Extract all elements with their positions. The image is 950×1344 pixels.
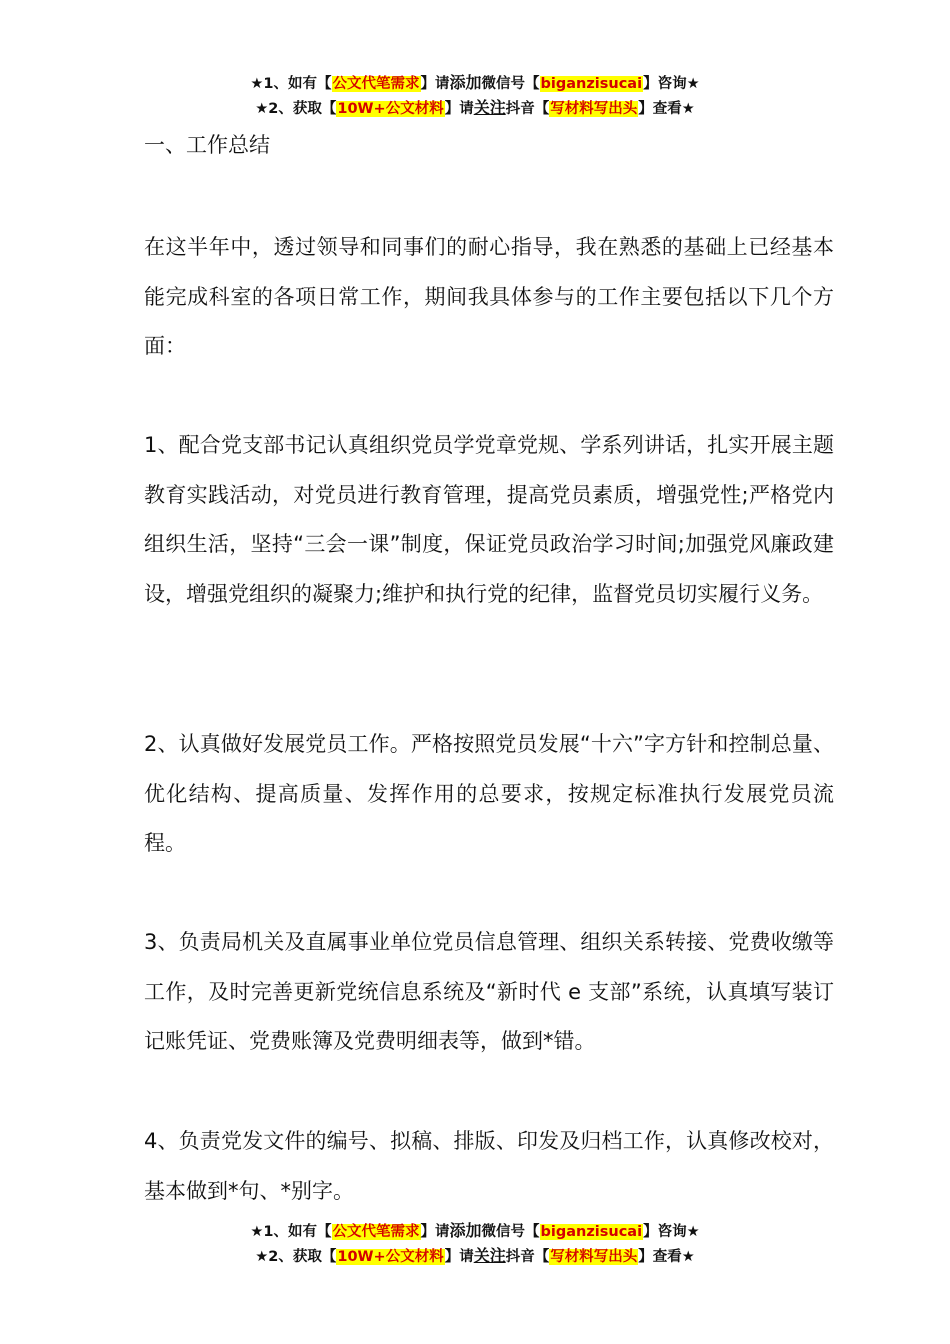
intro-paragraph: 在这半年中，透过领导和同事们的耐心指导，我在熟悉的基础上已经基本能完成科室的各项日常工作，期间我具体参与的工作主要包括以下几个方面： <box>144 235 834 359</box>
section-heading: 一、工作总结 <box>144 133 270 157</box>
highlight-douyin: 写材料写出头 <box>550 1249 638 1265</box>
highlight-wechat-id: biganzisucai <box>540 1224 643 1240</box>
list-item-4: 4、负责党发文件的编号、拟稿、排版、印发及归档工作，认真修改校对，基本做到*句、*别字。 <box>144 1129 834 1203</box>
star-icon: ★ <box>250 1224 264 1240</box>
highlight-service: 公文代笔需求 <box>332 76 420 92</box>
banner-line-1: ★1、如有【公文代笔需求】请添加微信号【biganzisucai】咨询★ <box>250 1221 700 1240</box>
star-icon: ★ <box>255 101 269 117</box>
banner-line-2: ★2、获取【10W+公文材料】请关注抖音【写材料写出头】查看★ <box>255 1246 695 1265</box>
highlight-materials: 10W+公文材料 <box>337 1249 444 1265</box>
highlight-materials: 10W+公文材料 <box>337 101 444 117</box>
top-banner <box>0 71 950 121</box>
list-item-3: 3、负责局机关及直属事业单位党员信息管理、组织关系转接、党费收缴等工作，及时完善更新党统信息系统及“新时代 e 支部”系统，认真填写装订记账凭证、党费账簿及党费明细表等，做到*错。 <box>144 930 834 1054</box>
banner-line-2: ★2、获取【10W+公文材料】请关注抖音【写材料写出头】查看★ <box>255 98 695 117</box>
highlight-douyin: 写材料写出头 <box>550 101 638 117</box>
star-icon: ★ <box>255 1249 269 1265</box>
list-item-2: 2、认真做好发展党员工作。严格按照党员发展“十六”字方针和控制总量、优化结构、提高质量、发挥作用的总要求，按规定标准执行发展党员流程。 <box>144 732 834 856</box>
list-item-1: 1、配合党支部书记认真组织党员学党章党规、学系列讲话，扎实开展主题教育实践活动，对党员进行教育管理，提高党员素质，增强党性;严格党内组织生活，坚持“三会一课”制度，保证党员政治学习时间;加强党风廉政建设，增强党组织的凝聚力;维护和执行党的纪律，监督党员切实履行义务。 <box>144 433 834 606</box>
banner-line-1: ★1、如有【公文代笔需求】请添加微信号【biganzisucai】咨询★ <box>250 73 700 92</box>
bottom-banner <box>0 1219 950 1269</box>
star-icon: ★ <box>250 76 264 92</box>
highlight-service: 公文代笔需求 <box>332 1224 420 1240</box>
highlight-wechat-id: biganzisucai <box>540 76 643 92</box>
